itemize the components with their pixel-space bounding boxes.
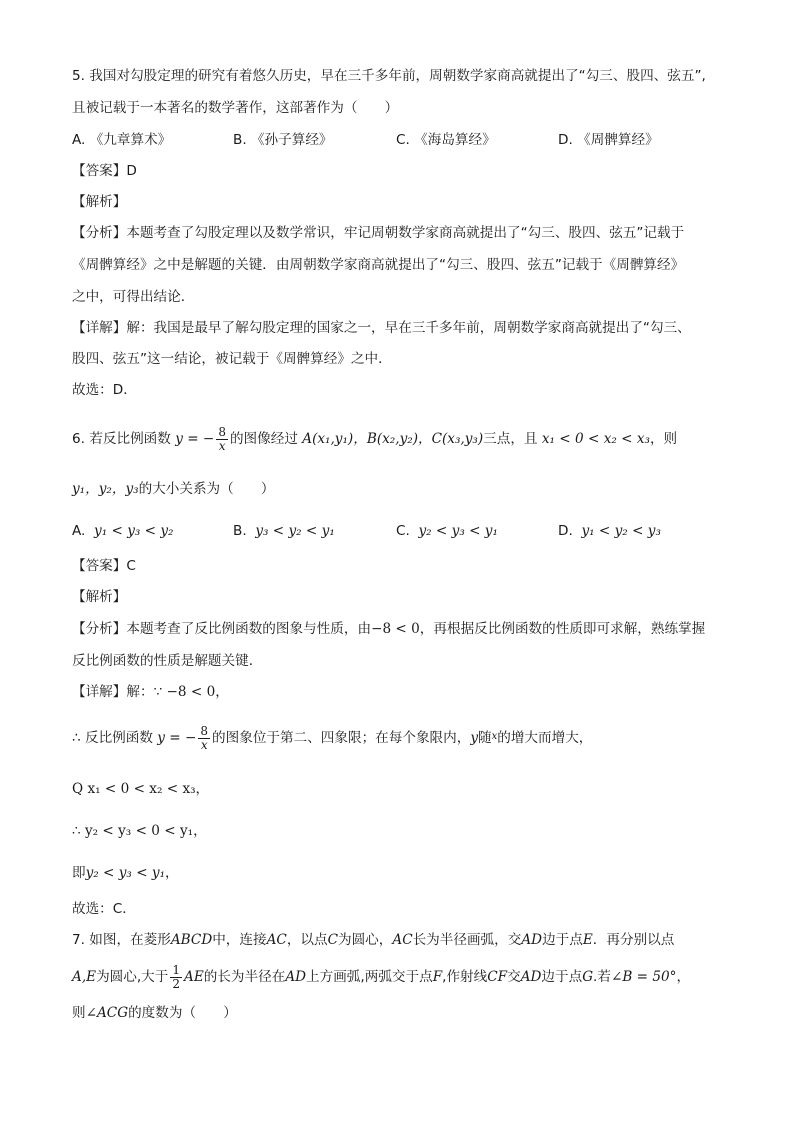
- t: 边于点: [542, 932, 583, 948]
- q7-line3: [72, 1003, 237, 1023]
- step2-text-a: ∴ 反比例函数: [72, 730, 153, 746]
- answer-value: D: [126, 163, 137, 179]
- q6-vars: y₁，y₂，y₃: [72, 481, 139, 497]
- t: ．再分别以点: [592, 932, 675, 948]
- option-expr: y₃ < y₂ < y₁: [255, 523, 335, 539]
- m: C: [327, 932, 338, 948]
- q5-fenxi-line2: 《周髀算经》之中是解题的关键．由周朝数学家商高就提出了“勾三、股四、弦五”记载于《周髀算经》: [72, 257, 685, 273]
- step5-text-b: ，: [165, 865, 179, 881]
- step2-text-d: 的增大而增大，: [497, 730, 593, 746]
- q5-option-c: C. 《海岛算经》: [396, 132, 496, 148]
- step2-fraction: [198, 725, 210, 752]
- option-expr: y₁ < y₃ < y₂: [94, 523, 174, 539]
- q6-step2: [72, 722, 592, 753]
- q6-stem-mid: 的图像经过: [229, 431, 298, 447]
- m: AD: [520, 969, 542, 985]
- option-expr: y₂ < y₃ < y₁: [418, 523, 498, 539]
- q6-stem-line2: [72, 479, 275, 499]
- m: AC: [392, 932, 413, 948]
- m: F: [432, 969, 443, 985]
- t: 为圆心,大于: [96, 969, 169, 985]
- q5-stem-line1: 5. 我国对勾股定理的研究有着悠久历史，早在三千多年前，周朝数学家商高就提出了“勾三、股四、弦五”,: [72, 68, 706, 84]
- q6-fenxi-line1: [72, 619, 705, 639]
- q6-option-b: [233, 521, 335, 541]
- step2-func-y: y: [157, 730, 165, 746]
- q6-analysis-label: 【解析】: [72, 589, 127, 605]
- frac-numerator: 8: [200, 723, 209, 738]
- option-label: A.: [72, 523, 86, 539]
- q6-step3: Q x₁ < 0 < x₂ < x₃，: [72, 781, 210, 797]
- q5-option-b: B. 《孙子算经》: [233, 132, 333, 148]
- xiangjie-math: ∵ −8 < 0: [153, 684, 216, 700]
- t: 7. 如图，在菱形: [72, 932, 171, 948]
- t: 交: [507, 969, 521, 985]
- m: AD: [285, 969, 307, 985]
- m: AE: [184, 969, 204, 985]
- m: E: [582, 932, 593, 948]
- q7-line1: [72, 930, 674, 950]
- answer-label: 【答案】: [72, 163, 127, 179]
- q6-answer: [72, 556, 136, 576]
- step2-y: y: [470, 730, 479, 746]
- step5-text-a: 即: [72, 865, 86, 881]
- fenxi-text: 本题考查了勾股定理以及数学常识，牢记周朝数学家商高就提出了“勾三、股四、弦五”记载于: [126, 225, 685, 241]
- m: ABCD: [170, 932, 213, 948]
- q6-option-c: [396, 521, 498, 541]
- fenxi-text-a: 本题考查了反比例函数的图象与性质，由: [126, 621, 372, 637]
- t: 中，连接: [212, 932, 267, 948]
- q6-step5: [72, 863, 179, 883]
- q5-stem-line2: 且被记载于一本著名的数学著作，这部著作为（ ）: [72, 100, 399, 116]
- xiangjie-text: 解：我国是最早了解勾股定理的国家之一，早在三千多年前，周朝数学家商高就提出了“勾三、: [126, 320, 691, 336]
- frac-denominator: 2: [172, 976, 180, 991]
- fenxi-label: 【分析】: [72, 225, 127, 241]
- q6-stem-line2-text: 的大小关系为（ ）: [138, 481, 275, 497]
- m: AC: [266, 932, 287, 948]
- q6-func-y: y: [175, 431, 183, 447]
- xiangjie-label: 【详解】: [72, 684, 127, 700]
- frac-numerator: 1: [172, 962, 180, 977]
- q6-stem-line1: [72, 424, 677, 454]
- option-expr: y₁ < y₂ < y₃: [581, 523, 661, 539]
- q6-conclusion: 故选：C．: [72, 901, 136, 917]
- t: 的长为半径在: [203, 969, 286, 985]
- q5-fenxi-line3: 之中，可得出结论．: [72, 289, 195, 305]
- step5-math: y₂ < y₃ < y₁: [85, 865, 166, 881]
- q6-xiangjie-line1: [72, 682, 229, 702]
- q5-option-a: A. 《九章算术》: [72, 132, 172, 148]
- t: ，: [676, 969, 691, 985]
- q7-line2: [72, 962, 690, 992]
- m: CF: [487, 969, 508, 985]
- t: 的度数为（ ）: [128, 1005, 237, 1021]
- q6-fraction: [216, 426, 228, 453]
- q6-stem-pre: 6. 若反比例函数: [72, 431, 171, 447]
- q6-stem-mid2: 三点，且: [483, 431, 538, 447]
- frac-denominator: x: [200, 737, 208, 752]
- t: 边于点: [541, 969, 583, 985]
- t: 为圆心，: [338, 932, 393, 948]
- q5-option-d: D. 《周髀算经》: [558, 132, 659, 148]
- m: A,E: [72, 969, 97, 985]
- q6-option-d: [558, 521, 661, 541]
- fenxi-text-b: ，再根据反比例函数的性质即可求解，熟练掌握: [419, 621, 706, 637]
- q5-xiangjie-line1: [72, 318, 691, 338]
- xiangjie-text-b: ，: [215, 684, 229, 700]
- answer-label: 【答案】: [72, 558, 127, 574]
- t: 则: [72, 1005, 86, 1021]
- q5-conclusion: 故选：D．: [72, 382, 137, 398]
- q6-condition: x₁ < 0 < x₂ < x₃: [541, 431, 650, 447]
- xiangjie-label: 【详解】: [72, 320, 127, 336]
- option-label: B.: [233, 523, 247, 539]
- q6-points: A(x₁,y₁)，B(x₂,y₂)，C(x₃,y₃): [302, 431, 484, 447]
- m: G: [582, 969, 594, 985]
- step2-text-c: 随: [478, 730, 492, 746]
- q5-answer: [72, 161, 137, 181]
- step2-x: x: [491, 731, 498, 742]
- t: 上方画弧,两弧交于点: [306, 969, 433, 985]
- m: AD: [521, 932, 543, 948]
- q5-fenxi-line1: [72, 223, 684, 243]
- m: ∠ACG: [85, 1005, 129, 1021]
- q6-fenxi-line2: 反比例函数的性质是解题关键．: [72, 653, 263, 669]
- t: ，以点: [286, 932, 328, 948]
- frac-numerator: 8: [218, 424, 226, 439]
- frac-denominator: x: [218, 438, 226, 453]
- q5-analysis-label: 【解析】: [72, 194, 127, 210]
- step2-eq-neg: = −: [169, 730, 197, 746]
- q6-option-a: [72, 521, 174, 541]
- q6-stem-end: ，则: [649, 431, 678, 447]
- fenxi-label: 【分析】: [72, 621, 127, 637]
- option-label: D.: [558, 523, 573, 539]
- t: .若: [593, 969, 611, 985]
- xiangjie-text-a: 解：: [126, 684, 154, 700]
- step2-text-b: 的图象位于第二、四象限；在每个象限内，: [212, 730, 471, 746]
- q5-xiangjie-line2: 股四、弦五”这一结论，被记载于《周髀算经》之中．: [72, 351, 392, 367]
- m: ∠B = 50°: [610, 969, 677, 985]
- t: ,作射线: [442, 969, 488, 985]
- answer-value: C: [126, 558, 136, 574]
- option-label: C.: [396, 523, 410, 539]
- q6-step4: ∴ y₂ < y₃ < 0 < y₁，: [72, 823, 207, 839]
- t: 长为半径画弧，交: [412, 932, 522, 948]
- q6-eq-neg: = −: [187, 431, 215, 447]
- q7-fraction: [170, 964, 182, 991]
- fenxi-math: −8 < 0: [371, 621, 420, 637]
